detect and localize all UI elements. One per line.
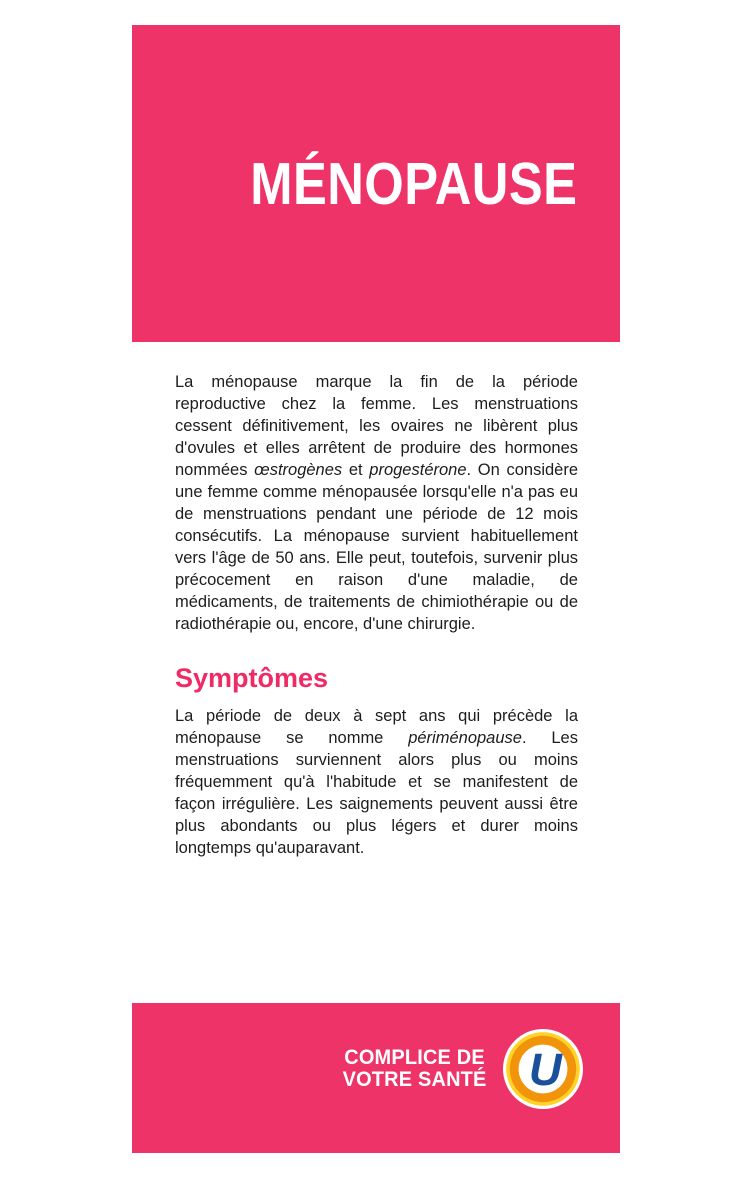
intro-text-part-3: . On considère une femme comme ménopausée lorsqu'elle n'a pas eu de menstruations pendant une période de 12 mois consécutifs. La ménopause survient habituellement vers l'âge de 50 ans. Elle peut, toutefois, survenir plus précocement en raison d'une maladie, de médicaments, de traitements de chimiothérapie ou de radiothérapie ou, encore, d'une chirurgie. bbox=[175, 461, 579, 633]
symptoms-text-part-2: . Les menstruations surviennent alors plus ou moins fréquemment qu'à l'habitude et se manifestent de façon irrégulière. Les saignements peuvent aussi être plus abondants ou plus légers et durer moins longtemps qu'auparavant. bbox=[175, 729, 578, 857]
intro-italic-oestrogenes: œstrogènes bbox=[254, 461, 343, 479]
symptoms-italic-perimenopause: périménopause bbox=[408, 729, 522, 747]
footer-content bbox=[335, 1029, 583, 1109]
page-title: MÉNOPAUSE bbox=[249, 150, 577, 217]
symptoms-text-part-1: La période de deux à sept ans qui précède la ménopause se nomme bbox=[175, 707, 578, 747]
intro-text-part-2: et bbox=[342, 461, 370, 479]
article-content bbox=[175, 371, 578, 859]
u-brand-logo-icon bbox=[503, 1029, 583, 1109]
tagline-line-1: COMPLICE DE bbox=[344, 1046, 486, 1069]
symptoms-heading: Symptômes bbox=[175, 663, 329, 693]
intro-italic-progesterone: progestérone bbox=[369, 461, 467, 479]
footer-tagline bbox=[343, 1047, 487, 1091]
intro-text-part-1: La ménopause marque la fin de la période reproductive chez la femme. Les menstruations cessent définitivement, les ovaires ne libèrent plus d'ovules et elles arrêtent de produire des hormones nommées bbox=[175, 373, 578, 479]
header-banner bbox=[132, 25, 620, 342]
symptoms-paragraph bbox=[175, 705, 578, 859]
tagline-line-2: VOTRE SANTÉ bbox=[343, 1068, 487, 1091]
intro-paragraph bbox=[175, 371, 578, 635]
u-logo-letter: U bbox=[528, 1044, 562, 1095]
footer-banner bbox=[132, 1003, 620, 1153]
